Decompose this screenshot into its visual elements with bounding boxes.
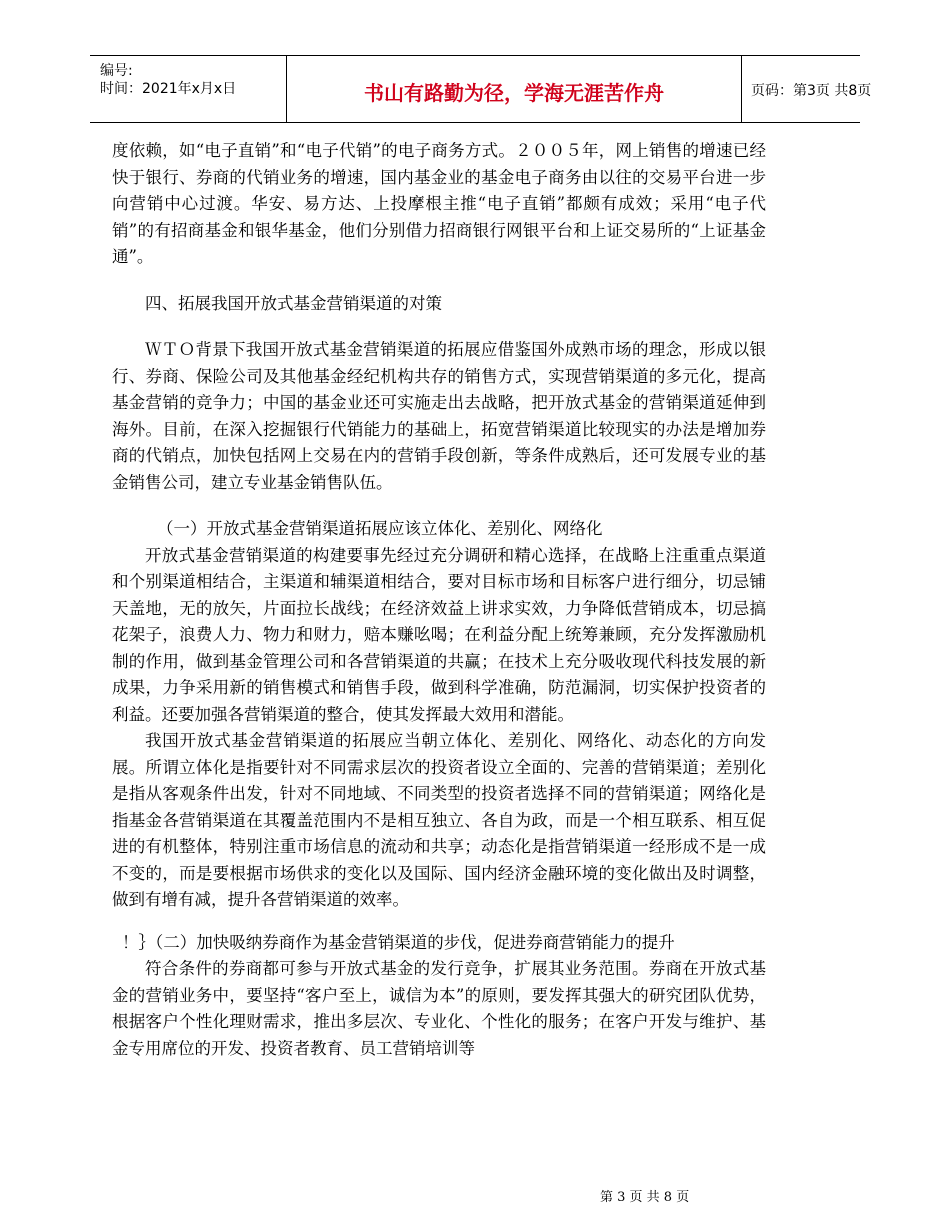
header-right-cell xyxy=(741,56,872,122)
document-time-label: 时间：2021年x月x日 xyxy=(100,81,237,97)
document-body xyxy=(112,138,766,1062)
header-middle-cell xyxy=(286,56,742,122)
paragraph-4: 我国开放式基金营销渠道的拓展应当朝立体化、差别化、网络化、动态化的方向发展。所谓立体化是指要针对不同需求层次的投资者设立全面的、完善的营销渠道；差别化是指从客观条件出发，针对不同地域、不同类型的投资者选择不同的营销渠道；网络化是指基金各营销渠道在其覆盖范围内不是相互独立、各自为政，而是一个相互联系、相互促进的有机整体，特别注重市场信息的流动和共享；动态化是指营销渠道一经形成不是一成不变的，而是要根据市场供求的变化以及国际、国内经济金融环境的变化做出及时调整，做到有增有减，提升各营销渠道的效率。 xyxy=(112,731,766,909)
section-heading-4: 四、拓展我国开放式基金营销渠道的对策 xyxy=(145,293,442,313)
paragraph-2: ＷＴＯ背景下我国开放式基金营销渠道的拓展应借鉴国外成熟市场的理念，形成以银行、券商、保险公司及其他基金经纪机构共存的销售方式，实现营销渠道的多元化，提高基金营销的竞争力；中国的基金业还可实施走出去战略，把开放式基金的营销渠道延伸到海外。目前，在深入挖掘银行代销能力的基础上，拓宽营销渠道比较现实的办法是增加券商的代销点，加快包括网上交易在内的营销手段创新，等条件成熟后，还可发展专业的基金销售公司，建立专业基金销售队伍。 xyxy=(112,340,766,492)
header-motto: 书山有路勤为径，学海无涯苦作舟 xyxy=(364,81,664,105)
subsection-heading-2: ！｝（二）加快吸纳券商作为基金营销渠道的步伐，促进券商营销能力的提升 xyxy=(122,932,675,952)
paragraph-5: 符合条件的券商都可参与开放式基金的发行竞争，扩展其业务范围。券商在开放式基金的营销业务中，要坚持“客户至上，诚信为本”的原则，要发挥其强大的研究团队优势，根据客户个性化理财需求，推出多层次、专业化、个性化的服务；在客户开发与维护、基金专用席位的开发、投资者教育、员工营销培训等 xyxy=(112,959,766,1058)
document-code-label: 编号: xyxy=(100,63,133,79)
header-page-number: 页码：第3页 共8页 xyxy=(751,83,872,99)
paragraph-1: 度依赖，如“电子直销”和“电子代销”的电子商务方式。２００５年，网上销售的增速已经快于银行、券商的代销业务的增速，国内基金业的基金电子商务由以往的交易平台进一步向营销中心过渡。华安、易方达、上投摩根主推“电子直销”都颇有成效；采用“电子代销”的有招商基金和银华基金，他们分别借力招商银行网银平台和上证交易所的“上证基金通”。 xyxy=(112,141,766,266)
subsection-heading-1: （一）开放式基金营销渠道拓展应该立体化、差别化、网络化 xyxy=(157,519,603,538)
footer-page-number: 第 3 页 共 8 页 xyxy=(600,1190,690,1205)
paragraph-3: 开放式基金营销渠道的构建要事先经过充分调研和精心选择，在战略上注重重点渠道和个别渠道相结合，主渠道和辅渠道相结合，要对目标市场和目标客户进行细分，切忌铺天盖地，无的放矢，片面拉长战线；在经济效益上讲求实效，力争降低营销成本，切忌搞花架子，浪费人力、物力和财力，赔本赚吆喝；在利益分配上统筹兼顾，充分发挥激励机制的作用，做到基金管理公司和各营销渠道的共赢；在技术上充分吸收现代科技发展的新成果，力争采用新的销售模式和销售手段，做到科学准确，防范漏洞，切实保护投资者的利益。还要加强各营销渠道的整合，使其发挥最大效用和潜能。 xyxy=(112,545,766,724)
header-left-cell xyxy=(90,56,286,122)
header-table xyxy=(90,55,872,123)
